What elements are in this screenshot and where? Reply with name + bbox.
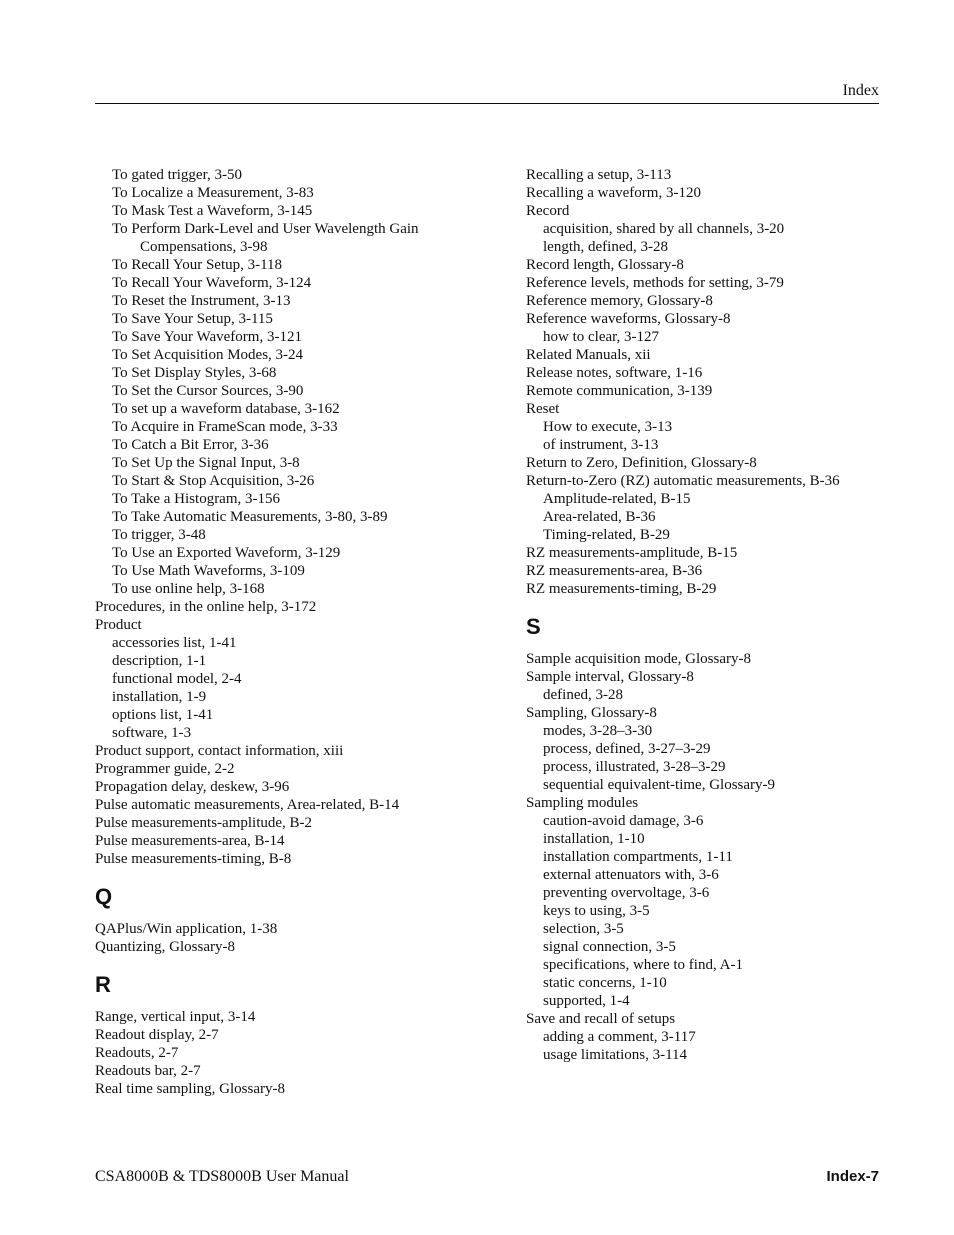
index-entry: Related Manuals, xii bbox=[526, 347, 651, 363]
index-entry: Propagation delay, deskew, 3-96 bbox=[95, 779, 290, 795]
section-r-entries bbox=[95, 1008, 495, 1098]
index-entry: acquisition, shared by all channels, 3-20 bbox=[543, 221, 785, 237]
index-entry: To Save Your Waveform, 3-121 bbox=[112, 329, 302, 345]
index-entry: Record bbox=[526, 203, 570, 219]
header-rule bbox=[95, 103, 879, 104]
index-entry: Reference levels, methods for setting, 3-79 bbox=[526, 275, 784, 291]
index-entry: To Acquire in FrameScan mode, 3-33 bbox=[112, 419, 338, 435]
index-entry: To Perform Dark-Level and User Wavelength Gain bbox=[112, 221, 419, 237]
index-entry: Product support, contact information, xiii bbox=[95, 743, 344, 759]
index-entry: static concerns, 1-10 bbox=[543, 975, 667, 991]
index-entry: accessories list, 1-41 bbox=[112, 635, 237, 651]
index-entry: Pulse measurements-area, B-14 bbox=[95, 833, 285, 849]
index-column-right bbox=[526, 166, 926, 1064]
index-entry: preventing overvoltage, 3-6 bbox=[543, 885, 710, 901]
index-entry: Sample acquisition mode, Glossary-8 bbox=[526, 651, 751, 667]
index-entry: caution-avoid damage, 3-6 bbox=[543, 813, 704, 829]
section-letter-q: Q bbox=[95, 884, 113, 909]
section-q-entries bbox=[95, 920, 495, 956]
index-entry: To Recall Your Setup, 3-118 bbox=[112, 257, 283, 273]
index-entry: To Use an Exported Waveform, 3-129 bbox=[112, 545, 341, 561]
index-entry: installation, 1-9 bbox=[112, 689, 207, 705]
index-entry: To Start & Stop Acquisition, 3-26 bbox=[112, 473, 315, 489]
index-entry: To Take Automatic Measurements, 3-80, 3-89 bbox=[112, 509, 388, 525]
index-entry: Procedures, in the online help, 3-172 bbox=[95, 599, 317, 615]
index-entry: process, illustrated, 3-28–3-29 bbox=[543, 759, 726, 775]
header-title: Index bbox=[842, 82, 879, 99]
index-entry: installation, 1-10 bbox=[543, 831, 645, 847]
index-entry: Readouts, 2-7 bbox=[95, 1045, 179, 1061]
index-entry: To Reset the Instrument, 3-13 bbox=[112, 293, 291, 309]
index-entry: Reference memory, Glossary-8 bbox=[526, 293, 713, 309]
index-entry: Timing-related, B-29 bbox=[543, 527, 670, 543]
index-entry: To gated trigger, 3-50 bbox=[112, 167, 242, 183]
index-entry: Sample interval, Glossary-8 bbox=[526, 669, 694, 685]
index-entry: length, defined, 3-28 bbox=[543, 239, 668, 255]
index-entry: Pulse measurements-timing, B-8 bbox=[95, 851, 292, 867]
index-entry: To Use Math Waveforms, 3-109 bbox=[112, 563, 305, 579]
index-entry: process, defined, 3-27–3-29 bbox=[543, 741, 711, 757]
index-entry: To Set Display Styles, 3-68 bbox=[112, 365, 277, 381]
index-entry: To Catch a Bit Error, 3-36 bbox=[112, 437, 269, 453]
index-entry: To set up a waveform database, 3-162 bbox=[112, 401, 340, 417]
index-entry: Return to Zero, Definition, Glossary-8 bbox=[526, 455, 757, 471]
index-entry: Record length, Glossary-8 bbox=[526, 257, 684, 273]
index-entry: Range, vertical input, 3-14 bbox=[95, 1009, 256, 1025]
index-entry: Recalling a waveform, 3-120 bbox=[526, 185, 701, 201]
section-letter-r: R bbox=[95, 972, 111, 997]
index-entry: usage limitations, 3-114 bbox=[543, 1047, 688, 1063]
index-entry: Amplitude-related, B-15 bbox=[543, 491, 691, 507]
index-entry: To Set Acquisition Modes, 3-24 bbox=[112, 347, 304, 363]
index-entry: supported, 1-4 bbox=[543, 993, 630, 1009]
index-entry: keys to using, 3-5 bbox=[543, 903, 650, 919]
index-entry: QAPlus/Win application, 1-38 bbox=[95, 921, 278, 937]
index-entry: Product bbox=[95, 617, 142, 633]
index-entry: functional model, 2-4 bbox=[112, 671, 242, 687]
section-letter-s: S bbox=[526, 614, 541, 639]
index-entry: Release notes, software, 1-16 bbox=[526, 365, 703, 381]
left-block1 bbox=[95, 166, 495, 868]
index-entry: external attenuators with, 3-6 bbox=[543, 867, 719, 883]
index-entry: options list, 1-41 bbox=[112, 707, 214, 723]
index-entry: Compensations, 3-98 bbox=[140, 239, 268, 255]
section-s-entries bbox=[526, 650, 926, 1064]
index-entry: Readouts bar, 2-7 bbox=[95, 1063, 201, 1079]
footer-page-number: Index-7 bbox=[826, 1168, 879, 1185]
index-entry: Real time sampling, Glossary-8 bbox=[95, 1081, 285, 1097]
index-entry: adding a comment, 3-117 bbox=[543, 1029, 696, 1045]
index-entry: Return-to-Zero (RZ) automatic measurements, B-36 bbox=[526, 473, 840, 489]
index-entry: software, 1-3 bbox=[112, 725, 192, 741]
index-entry: Quantizing, Glossary-8 bbox=[95, 939, 235, 955]
index-entry: RZ measurements-amplitude, B-15 bbox=[526, 545, 738, 561]
index-entry: To Set the Cursor Sources, 3-90 bbox=[112, 383, 304, 399]
index-entry: description, 1-1 bbox=[112, 653, 207, 669]
index-entry: signal connection, 3-5 bbox=[543, 939, 676, 955]
index-entry: Save and recall of setups bbox=[526, 1011, 676, 1027]
index-entry: Reset bbox=[526, 401, 560, 417]
index-entry: To Take a Histogram, 3-156 bbox=[112, 491, 281, 507]
index-entry: RZ measurements-timing, B-29 bbox=[526, 581, 717, 597]
index-entry: how to clear, 3-127 bbox=[543, 329, 660, 345]
index-entry: modes, 3-28–3-30 bbox=[543, 723, 653, 739]
index-entry: Remote communication, 3-139 bbox=[526, 383, 713, 399]
index-entry: sequential equivalent-time, Glossary-9 bbox=[543, 777, 776, 793]
index-entry: defined, 3-28 bbox=[543, 687, 623, 703]
index-entry: To Set Up the Signal Input, 3-8 bbox=[112, 455, 300, 471]
index-entry: installation compartments, 1-11 bbox=[543, 849, 733, 865]
index-entry: Pulse measurements-amplitude, B-2 bbox=[95, 815, 313, 831]
index-entry: Programmer guide, 2-2 bbox=[95, 761, 235, 777]
index-entry: How to execute, 3-13 bbox=[543, 419, 673, 435]
index-entry: Sampling, Glossary-8 bbox=[526, 705, 657, 721]
index-entry: Sampling modules bbox=[526, 795, 639, 811]
index-entry: RZ measurements-area, B-36 bbox=[526, 563, 703, 579]
index-entry: Recalling a setup, 3-113 bbox=[526, 167, 672, 183]
footer-manual-title: CSA8000B & TDS8000B User Manual bbox=[95, 1168, 349, 1185]
index-entry: selection, 3-5 bbox=[543, 921, 624, 937]
index-entry: Reference waveforms, Glossary-8 bbox=[526, 311, 731, 327]
index-entry: To Mask Test a Waveform, 3-145 bbox=[112, 203, 313, 219]
index-entry: Readout display, 2-7 bbox=[95, 1027, 219, 1043]
index-entry: To Save Your Setup, 3-115 bbox=[112, 311, 273, 327]
right-block1 bbox=[526, 166, 926, 598]
index-entry: To use online help, 3-168 bbox=[112, 581, 265, 597]
index-entry: To Recall Your Waveform, 3-124 bbox=[112, 275, 312, 291]
index-entry: Area-related, B-36 bbox=[543, 509, 656, 525]
index-entry: of instrument, 3-13 bbox=[543, 437, 659, 453]
index-entry: To trigger, 3-48 bbox=[112, 527, 206, 543]
index-column-left bbox=[95, 166, 495, 1098]
index-entry: Pulse automatic measurements, Area-related, B-14 bbox=[95, 797, 400, 813]
index-entry: specifications, where to find, A-1 bbox=[543, 957, 743, 973]
index-entry: To Localize a Measurement, 3-83 bbox=[112, 185, 314, 201]
